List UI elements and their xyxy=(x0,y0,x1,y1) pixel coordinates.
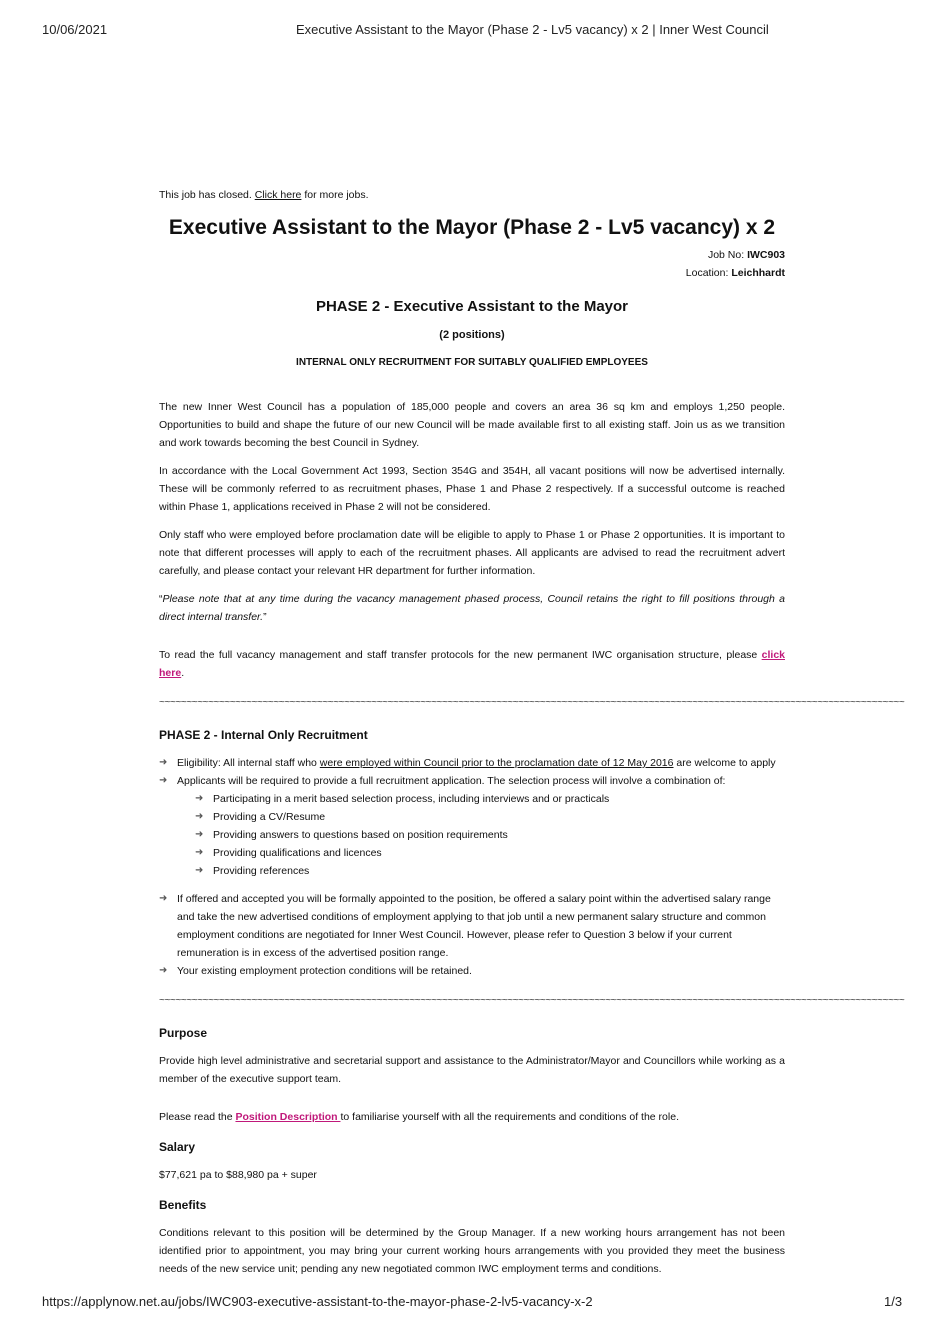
protocols-suffix: . xyxy=(181,667,185,679)
arrow-bullet-icon: ➜ xyxy=(159,893,168,904)
position-description-line xyxy=(159,1108,785,1126)
sub-item-text: Providing references xyxy=(213,865,310,877)
arrow-bullet-icon: ➜ xyxy=(195,811,204,822)
positions-count: (2 positions) xyxy=(439,329,505,341)
arrow-bullet-icon: ➜ xyxy=(195,865,204,876)
protocols-link[interactable]: click here xyxy=(159,649,785,679)
list-item xyxy=(159,772,785,880)
job-ad-content xyxy=(159,186,905,1288)
list-item xyxy=(195,790,785,808)
applicants-text: Applicants will be required to provide a full recruitment application. The selection process will involve a combination of: xyxy=(177,775,726,787)
offered-text: If offered and accepted you will be formally appointed to the position, be offered a salary point within the advertised salary range and take the new advertised conditions of employment applying to that job until a new permanent salary structure and common employment conditions are negotiated for Inner West Council. However, please refer to Question 3 below if your current remuneration is in excess of the advertised position range. xyxy=(177,893,771,959)
list-item xyxy=(195,844,785,862)
list-item xyxy=(159,890,785,962)
intro-heading: PHASE 2 - Executive Assistant to the Mayor xyxy=(315,298,629,315)
job-number xyxy=(159,246,785,264)
job-closed-notice xyxy=(159,186,785,204)
job-location xyxy=(159,264,785,282)
benefits-text: Conditions relevant to this position will be determined by the Group Manager. If a new working hours arrangement has not been identified prior to appointment, you may bring your current working hours arrangements with you provided they meet the business needs of the new service unit; pending any new negotiated common IWC employment terms and conditions. xyxy=(159,1227,785,1275)
eligibility-underlined: were employed within Council prior to the proclamation date of 12 May 2016 xyxy=(319,757,674,769)
salary-heading: Salary xyxy=(159,1140,196,1154)
position-description-link[interactable]: Position Description xyxy=(235,1111,341,1123)
job-location-value: Leichhardt xyxy=(731,267,785,279)
arrow-bullet-icon: ➜ xyxy=(159,757,168,768)
arrow-bullet-icon: ➜ xyxy=(195,793,204,804)
job-location-label: Location: xyxy=(685,267,732,279)
pd-prefix: Please read the xyxy=(159,1111,236,1123)
intro-paragraph-3: Only staff who were employed before proclamation date will be eligible to apply to Phase 1 or Phase 2 opportunities. It is important to note that different processes will apply to each of the recruitment phases. All applicants are advised to read the recruitment advert carefully, and please contact your relevant HR department for further information. xyxy=(159,529,785,577)
more-jobs-link[interactable]: Click here xyxy=(254,189,302,201)
intro-paragraph-1: The new Inner West Council has a population of 185,000 people and covers an area 36 sq km and employs 1,250 people. Opportunities to build and shape the future of our new Council will be made available first to all existing staff. Join us as we transition and work towards becoming the best Council in Sydney. xyxy=(159,401,785,449)
benefits-heading: Benefits xyxy=(159,1198,207,1212)
print-date: 10/06/2021 xyxy=(42,22,108,37)
eligibility-suffix: are welcome to apply xyxy=(673,757,776,769)
purpose-heading: Purpose xyxy=(159,1026,208,1040)
print-url: https://applynow.net.au/jobs/IWC903-executive-assistant-to-the-mayor-phase-2-lv5-vacancy-x-2 xyxy=(42,1294,593,1309)
divider-2: ~~~~~~~~~~~~~~~~~~~~~~~~~~~~~~~~~~~~~~~~~~~~~~~~~~~~~~~~~~~~~~~~~~~~~~~~~~~~~~~~~~~~~~~~~~~~~~~~~~~~~~~~~~~~~~~~~~~~~~~~~~~~~~~~~~~~~~~~~ xyxy=(159,995,905,1006)
job-title: Executive Assistant to the Mayor (Phase 2 - Lv5 vacancy) x 2 xyxy=(168,216,776,239)
phase2-list xyxy=(159,754,785,880)
notice-suffix: for more jobs. xyxy=(301,189,369,201)
selection-process-list xyxy=(177,790,785,880)
list-item xyxy=(195,862,785,880)
list-item xyxy=(195,808,785,826)
list-item xyxy=(159,754,785,772)
protocols-prefix: To read the full vacancy management and staff transfer protocols for the new permanent IWC organisation structure, please xyxy=(159,649,762,661)
list-item xyxy=(195,826,785,844)
notice-prefix: This job has closed. xyxy=(159,189,255,201)
arrow-bullet-icon: ➜ xyxy=(159,965,168,976)
sub-item-text: Providing answers to questions based on position requirements xyxy=(213,829,508,841)
intro-paragraph-5 xyxy=(159,646,785,682)
eligibility-prefix: Eligibility: All internal staff who xyxy=(177,757,320,769)
salary-text: $77,621 pa to $88,980 pa + super xyxy=(159,1169,317,1181)
sub-item-text: Providing qualifications and licences xyxy=(213,847,382,859)
internal-only-notice: INTERNAL ONLY RECRUITMENT FOR SUITABLY QUALIFIED EMPLOYEES xyxy=(296,357,648,368)
existing-conditions-text: Your existing employment protection conditions will be retained. xyxy=(177,965,472,977)
transfer-note: Please note that at any time during the vacancy management phased process, Council retains the right to fill positions through a direct internal transfer. xyxy=(159,593,785,623)
page-number: 1/3 xyxy=(884,1294,903,1309)
sub-item-text: Providing a CV/Resume xyxy=(213,811,326,823)
phase2-heading: PHASE 2 - Internal Only Recruitment xyxy=(159,728,368,742)
divider-1: ~~~~~~~~~~~~~~~~~~~~~~~~~~~~~~~~~~~~~~~~~~~~~~~~~~~~~~~~~~~~~~~~~~~~~~~~~~~~~~~~~~~~~~~~~~~~~~~~~~~~~~~~~~~~~~~~~~~~~~~~~~~~~~~~~~~~~~~~~ xyxy=(159,697,905,708)
quote-open: “ xyxy=(159,593,163,605)
arrow-bullet-icon: ➜ xyxy=(195,847,204,858)
arrow-bullet-icon: ➜ xyxy=(195,829,204,840)
purpose-text: Provide high level administrative and secretarial support and assistance to the Administrator/Mayor and Councillors while working as a member of the executive support team. xyxy=(159,1055,785,1085)
job-number-label: Job No: xyxy=(707,249,748,261)
arrow-bullet-icon: ➜ xyxy=(159,775,168,786)
job-number-value: IWC903 xyxy=(747,249,785,261)
print-page-title: Executive Assistant to the Mayor (Phase 2 - Lv5 vacancy) x 2 | Inner West Council xyxy=(296,22,769,37)
sub-item-text: Participating in a merit based selection process, including interviews and or practicals xyxy=(213,793,610,805)
intro-paragraph-2: In accordance with the Local Government Act 1993, Section 354G and 354H, all vacant positions will now be advertised internally. These will be commonly referred to as recruitment phases, Phase 1 and Phase 2 respectively. If a successful outcome is reached within Phase 1, applications received in Phase 2 will not be considered. xyxy=(159,465,785,513)
list-item xyxy=(159,962,785,980)
intro-paragraph-4 xyxy=(159,590,785,626)
quote-close: ” xyxy=(263,611,267,623)
phase2-list-continued xyxy=(159,890,785,980)
pd-suffix: to familiarise yourself with all the requirements and conditions of the role. xyxy=(340,1111,679,1123)
